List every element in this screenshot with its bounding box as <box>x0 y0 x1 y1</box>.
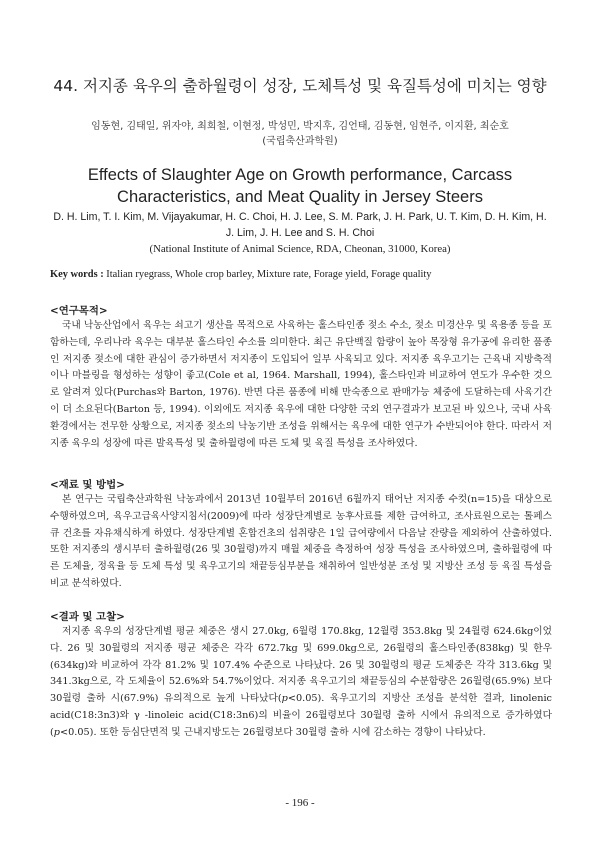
keywords-text: Italian ryegrass, Whole crop barley, Mixture rate, Forage yield, Forage quality <box>106 269 432 280</box>
keywords <box>50 269 431 280</box>
purpose-heading: <연구목적> <box>50 305 108 317</box>
p-value-symbol: p <box>281 693 288 705</box>
results-text-a: 저지종 육우의 성장단계별 평균 체중은 생시 27.0kg, 6월령 170.8kg, 12월령 353.8kg 및 24월령 624.6kg이었다. 26 및 30월령의 저지종 평균 체중은 각각 672.7kg 및 699.0kg으로, 26월령의 홀스타인종(838kg) 및 한우(634kg)와 비교하여 각각 81.2% 및 107.4% 수준으로 나타났다. 26 및 30월령의 평균 도체중은 각각 313.6kg 및 341.3kg으로, 각 도체율이 52.6%와 54.7%이었다. 저지종 육우고기의 채끝등심의 수분함량은 26월령(65.9%) 보다 30월령 출하 시(67.9%) 유의적으로 높게 나타났다( <box>50 626 552 705</box>
english-authors: D. H. Lim, T. I. Kim, M. Vijayakumar, H. C. Choi, H. J. Lee, S. M. Park, J. H. Park, U. T. Kim, D. H. Kim, H. J. Lim, J. H. Lee and S. H. Choi <box>53 211 547 239</box>
english-title: Effects of Slaughter Age on Growth performance, Carcass Characteristics, and Meat Quality in Jersey Steers <box>87 166 513 206</box>
results-text-c: <0.05). 또한 등심단면적 및 근내지방도는 26월령보다 30월령 출하 시에 감소하는 경향이 나타났다. <box>59 726 486 738</box>
results-heading: <결과 및 고찰> <box>50 611 125 623</box>
keywords-label: Key words : <box>50 269 104 280</box>
purpose-paragraph: 국내 낙농산업에서 육우는 쇠고기 생산을 목적으로 사육하는 홀스타인종 젖소 수소, 젖소 미경산우 및 육용종 등을 포함하는데, 우리나라 육우는 대부분 홀스타인 수소를 의미한다. 최근 유단백질 함량이 높아 목장형 유가공에 유리한 품종인 저지종 젖소에 대한 관심이 증가하면서 저지종이 도입되어 일부 사육되고 있다. 저지종 육우고기는 근육내 지방축적이나 마블링을 형성하는 성향이 좋고(Cole et al, 1964. Marshall, 1994), 홀스타인과 비교하여 연도가 우수한 것으로 알려져 있다(Purchas와 Barton, 1976). 반면 다른 품종에 비해 만숙종으로 판매가능 체중에 도달하는데 사육기간이 더 소요된다(Barton 등, 1994). 이외에도 저지종 육우에 대한 다양한 국외 연구결과가 보고된 바 있으나, 국내 사육환경에서는 전무한 상황으로, 저지종 젖소의 낙농기반 조성을 위해서는 육우에 대한 연구가 수반되어야 한다. 따라서 저지종 육우의 성장에 따른 발육특성 및 출하월령에 따른 도체 및 육질 특성을 조사하였다. <box>50 320 552 449</box>
korean-institution: (국립축산과학원) <box>262 136 338 147</box>
results-paragraph <box>50 624 552 742</box>
results-text-b: <0.05). 육우고기의 지방산 조성을 분석한 결과, linolenic acid(C18:3n3)와 γ -linoleic acid(C18:3n6)의 비율이 26월령보다 30월령 출하 시에서 유의적으로 증가하였다( <box>50 693 552 738</box>
p-value-symbol-2: p <box>53 726 60 738</box>
english-institution: (National Institute of Animal Science, RDA, Cheonan, 31000, Korea) <box>149 243 451 255</box>
methods-paragraph: 본 연구는 국립축산과학원 낙농과에서 2013년 10월부터 2016년 6월까지 태어난 저지종 수컷(n=15)을 대상으로 수행하였으며, 육우고급육사양지침서(2009)에 따라 성장단계별로 농후사료를 제한 급여하고, 조사료원으로는 톨페스큐 건초를 자유채식하게 하였다. 성장단계별 혼합건초의 섭취량은 1일 급여량에서 다음날 잔량을 제외하여 산출하였다. 또한 저지종의 생시부터 출하월령(26 및 30월령)까지 매월 체중을 측정하여 성장 특성을 조사하였으며, 출하월령에 따른 도체율, 정육율 등 도체 특성 및 육우고기의 채끝등심부분을 채취하여 일반성분 조성 및 지방산 조성 등 육질 특성을 비교 분석하였다. <box>50 494 552 589</box>
page-number: - 196 - <box>285 797 315 809</box>
korean-authors-block <box>40 119 560 149</box>
korean-title: 44. 저지종 육우의 출하월령이 성장, 도체특성 및 육질특성에 미치는 영향 <box>53 77 547 95</box>
methods-heading: <재료 및 방법> <box>50 479 125 491</box>
korean-authors: 임동현, 김태일, 위자야, 최희철, 이현정, 박성민, 박지후, 김언태, 김동현, 임현주, 이지환, 최순호 <box>91 121 509 132</box>
